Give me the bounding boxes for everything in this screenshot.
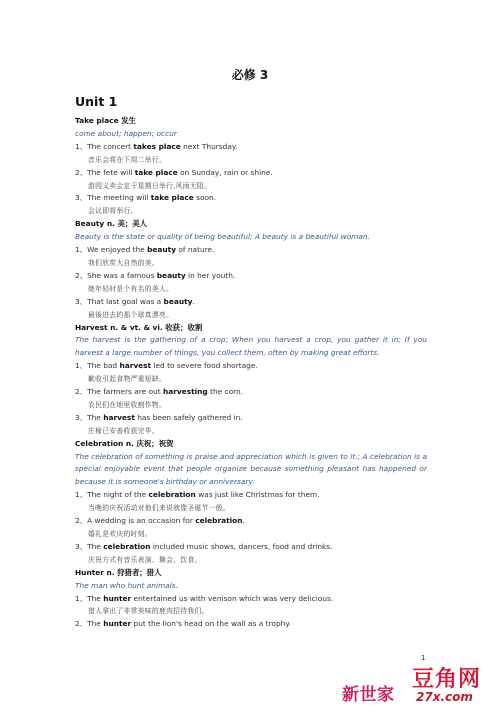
- example-text: 1、We enjoyed the: [75, 245, 148, 255]
- example-text: 3、The meeting will: [75, 193, 151, 203]
- watermark-logo-text: 豆角网: [412, 667, 482, 692]
- example-text: of nature.: [176, 245, 215, 255]
- example-translation: 最後进去的那个球真漂亮。: [88, 310, 174, 319]
- example-text: has been safely gathered in.: [134, 412, 243, 422]
- example-keyword: harvest: [103, 412, 135, 422]
- example-keyword: celebration: [195, 516, 243, 526]
- watermark-url: 27x.com: [416, 690, 473, 704]
- example-text: next Thursday.: [180, 141, 238, 151]
- example-text: put the lion's head on the wall as a trophy.: [131, 619, 291, 629]
- entry-definition: come about; happen; occur: [75, 128, 177, 138]
- example-sentence: [75, 515, 427, 528]
- example-keyword: takes place: [133, 141, 181, 151]
- entry-headword: Hunter n. 狩猎者；猎人: [75, 567, 162, 577]
- example-text: 2、The fete will: [75, 167, 135, 177]
- page-number: 1: [421, 654, 426, 662]
- entry-headword: Beauty n. 美；美人: [75, 219, 148, 229]
- example-text: included music shows, dancers, food and drinks.: [150, 541, 333, 551]
- example-keyword: beauty: [163, 296, 193, 306]
- entry-definition: Beauty is the state or quality of being beautiful; A beauty is a beautiful woman.: [75, 232, 370, 242]
- site-watermark-logo: [330, 660, 500, 707]
- example-text: 3、The: [75, 412, 104, 422]
- entry-headword: Celebration n. 庆祝；祝贺: [75, 438, 174, 448]
- example-translation: 会议即将举行。: [88, 207, 138, 216]
- vocab-entry: [75, 115, 427, 218]
- example-keyword: hunter: [103, 619, 132, 629]
- example-text: 3、That last goal was a: [75, 296, 164, 306]
- example-text: 2、She was a famous: [75, 270, 157, 280]
- example-text: .: [242, 516, 245, 526]
- example-text: led to severe food shortage.: [151, 361, 258, 371]
- example-text: on Sunday, rain or shine.: [177, 167, 273, 177]
- example-sentence: [75, 618, 427, 631]
- example-text: 2、A wedding is an occasion for: [75, 516, 196, 526]
- example-keyword: celebration: [148, 490, 196, 500]
- example-sentence: [75, 167, 427, 180]
- example-sentence: [75, 244, 427, 257]
- example-text: soon.: [193, 193, 217, 203]
- example-keyword: celebration: [103, 541, 151, 551]
- vocab-entry: [75, 322, 427, 438]
- example-sentence: [75, 593, 427, 606]
- example-text: 1、The bad: [75, 361, 120, 371]
- page-title: 必修 3: [231, 68, 269, 82]
- vocab-entry: [75, 218, 427, 321]
- example-sentence: [75, 489, 427, 502]
- example-text: was just like Christmas for them.: [195, 490, 320, 500]
- example-sentence: [75, 360, 427, 373]
- example-translation: 她年轻时是个有名的美人。: [88, 284, 174, 293]
- example-keyword: harvesting: [162, 387, 208, 397]
- example-keyword: take place: [150, 193, 194, 203]
- example-sentence: [75, 296, 427, 309]
- example-translation: 当晚的庆祝活动对他们来说就像圣诞节一般。: [88, 504, 230, 513]
- example-translation: 婚礼是欢庆的时刻。: [88, 530, 152, 538]
- example-keyword: take place: [134, 167, 178, 177]
- example-keyword: hunter: [103, 593, 132, 603]
- example-text: 2、The: [75, 619, 104, 629]
- example-text: 1、The: [75, 593, 104, 603]
- example-translation: 音乐会将在下周二举行。: [88, 155, 167, 164]
- vocab-entry: [75, 438, 427, 567]
- entry-headword: Harvest n. & vt. & vi. 收获；收割: [75, 322, 203, 332]
- example-text: entertained us with venison which was very delicious.: [131, 593, 334, 603]
- example-sentence: [75, 270, 427, 283]
- example-keyword: beauty: [147, 245, 177, 255]
- example-translation: 庄稼已安善收获完毕。: [88, 426, 159, 435]
- entry-definition: The harvest is the gathering of a crop; When you harvest a crop, you gather it in; If you harvest a large number of things, you collect them, often by making great efforts.: [75, 335, 427, 358]
- entry-headword: Take place 发生: [75, 116, 136, 125]
- example-translation: 农民们在地里收割作物。: [88, 400, 167, 409]
- example-sentence: [75, 541, 427, 554]
- entry-definition: The man who hunt animals.: [75, 580, 179, 590]
- entry-definition: The celebration of something is praise and appreciation which is given to it.; A celebration is a special enjoyable event that people organize because something pleasant has happened or because it is someone's birthday or anniversary.: [75, 451, 427, 487]
- example-sentence: [75, 192, 427, 205]
- example-translation: 歉收引起食物严重短缺。: [88, 375, 167, 384]
- example-text: 2、The farmers are out: [75, 387, 163, 397]
- example-translation: 我们欣赏大自然的美。: [88, 258, 159, 267]
- example-keyword: beauty: [156, 270, 186, 280]
- unit-heading: Unit 1: [75, 94, 118, 109]
- example-sentence: [75, 412, 427, 425]
- example-text: the corn.: [207, 387, 244, 397]
- example-text: 3、The: [75, 541, 104, 551]
- vocabulary-list: [75, 115, 427, 631]
- vocab-entry: [75, 567, 427, 632]
- watermark-cn-text: 新世家: [342, 685, 395, 705]
- example-sentence: [75, 141, 427, 154]
- example-keyword: harvest: [119, 361, 152, 371]
- example-text: 1、The night of the: [75, 490, 149, 500]
- example-text: in her youth.: [185, 270, 236, 280]
- example-translation: 庆祝方式有音乐表演、舞会、饮食。: [88, 555, 202, 564]
- example-translation: 游园义卖会定于星期日举行,风雨无阻。: [88, 181, 212, 190]
- example-sentence: [75, 386, 427, 399]
- example-text: .: [192, 296, 195, 306]
- example-text: 1、The concert: [75, 141, 134, 151]
- example-translation: 猎人拿出了非常美味的鹿肉招待我们。: [88, 607, 209, 616]
